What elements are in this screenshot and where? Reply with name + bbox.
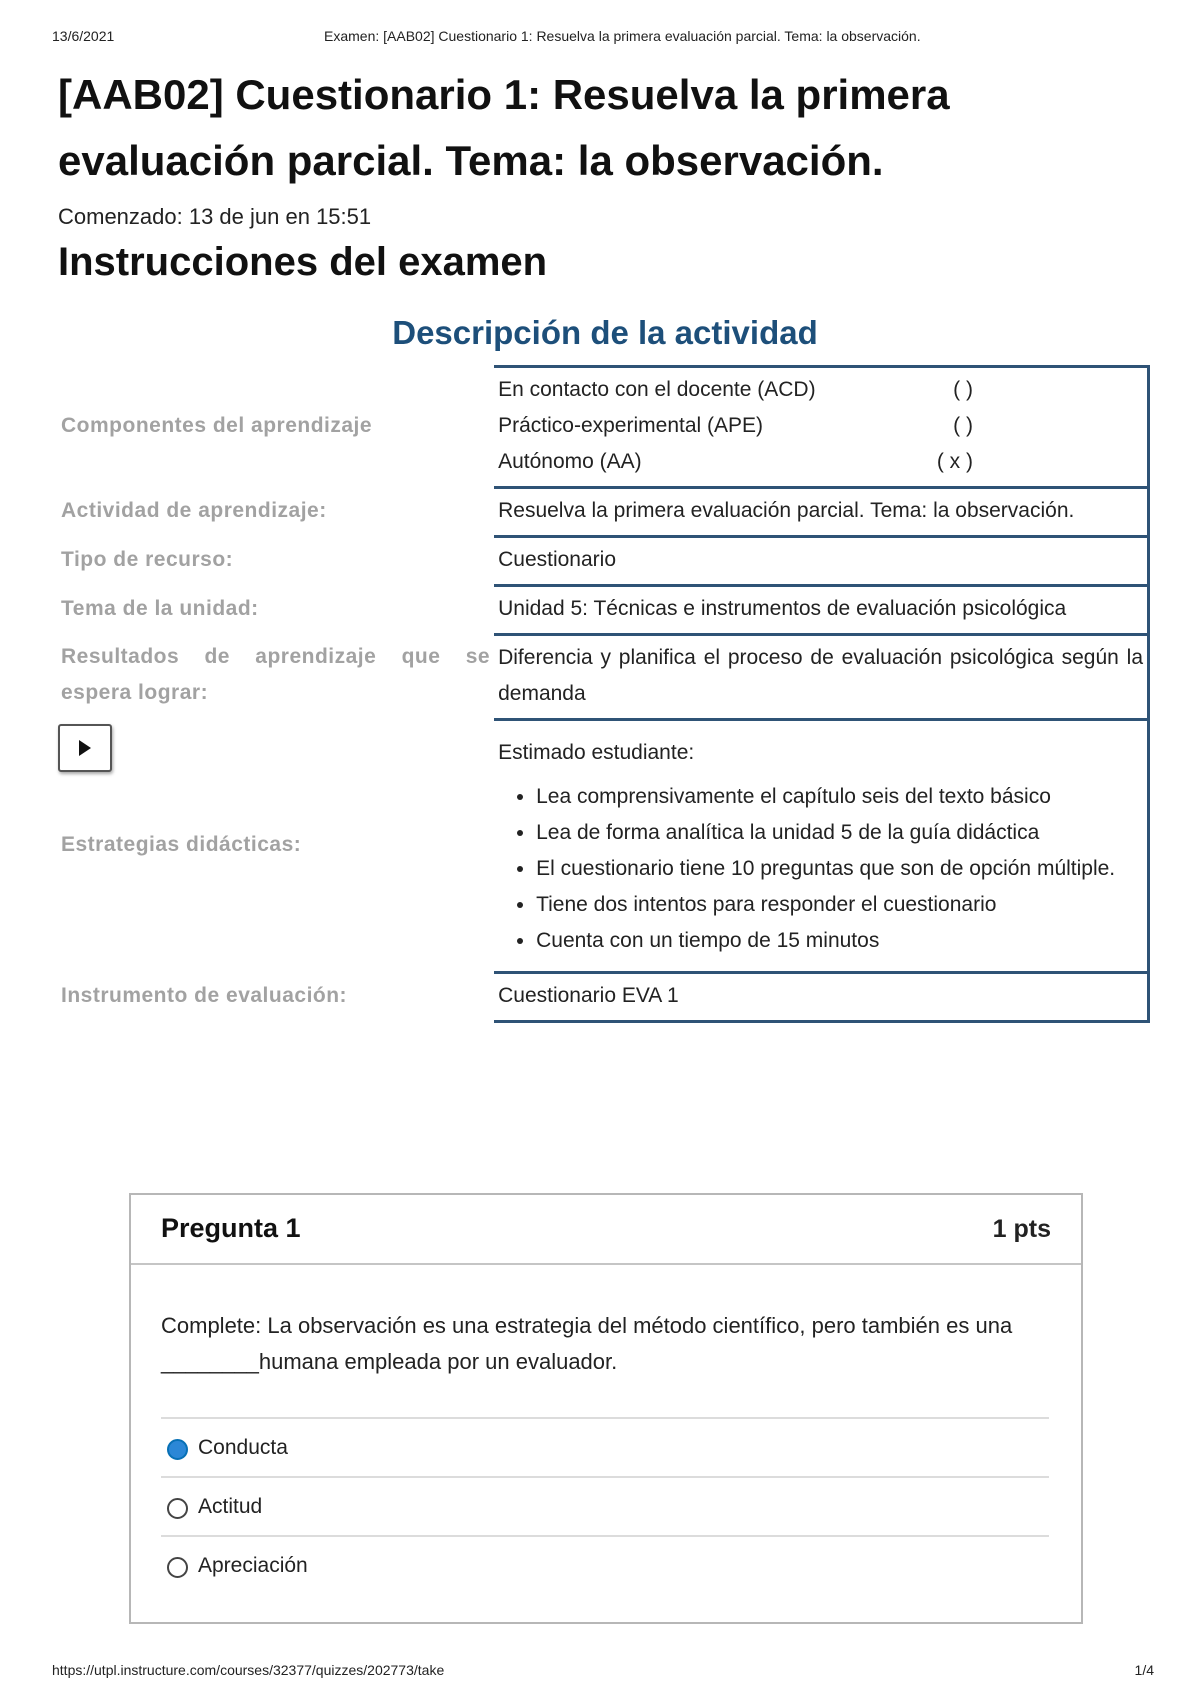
table-row xyxy=(58,367,1149,488)
print-url: https://utpl.instructure.com/courses/32377/quizzes/202773/take xyxy=(52,1662,445,1678)
play-button[interactable] xyxy=(58,724,112,772)
table-row xyxy=(58,537,1149,586)
component-mark: ( x ) xyxy=(936,450,973,473)
component-mark: ( ) xyxy=(953,378,973,401)
list-item: • Tiene dos intentos para responder el cuestionario xyxy=(536,887,1143,923)
table-row xyxy=(58,973,1149,1022)
tipo-recurso-label: Tipo de recurso: xyxy=(61,548,234,571)
estrategias-list xyxy=(498,779,1143,959)
print-page-title: Examen: [AAB02] Cuestionario 1: Resuelva la primera evaluación parcial. Tema: la observación. xyxy=(324,28,921,44)
question-header xyxy=(131,1195,1081,1265)
component-item xyxy=(498,408,1143,444)
activity-description-title: Descripción de la actividad xyxy=(392,314,818,351)
table-row xyxy=(58,586,1149,635)
list-item: • El cuestionario tiene 10 preguntas que son de opción múltiple. xyxy=(536,851,1143,887)
estrategias-value xyxy=(494,720,1148,973)
table-row xyxy=(58,720,1149,973)
estrategias-label-cell xyxy=(58,720,494,973)
component-name: Autónomo (AA) xyxy=(498,450,642,473)
question-title: Pregunta 1 xyxy=(161,1213,301,1243)
list-item: • Lea comprensivamente el capítulo seis del texto básico xyxy=(536,779,1143,815)
print-date: 13/6/2021 xyxy=(52,28,115,44)
instrumento-value: Cuestionario EVA 1 xyxy=(494,973,1148,1022)
component-name: Práctico-experimental (APE) xyxy=(498,414,764,437)
instrumento-label: Instrumento de evaluación: xyxy=(61,984,348,1007)
answer-list xyxy=(161,1417,1049,1594)
radio-checked-icon[interactable] xyxy=(167,1439,188,1460)
question-points: 1 pts xyxy=(992,1215,1051,1243)
question-text: Complete: La observación es una estrategia del método científico, pero también es una ________humana empleada por un evaluador. xyxy=(161,1313,1013,1374)
resultados-value: Diferencia y planifica el proceso de evaluación psicológica según la demanda xyxy=(494,635,1148,720)
actividad-value: Resuelva la primera evaluación parcial. Tema: la observación. xyxy=(494,488,1148,537)
component-name: En contacto con el docente (ACD) xyxy=(498,378,816,401)
list-item: • Lea de forma analítica la unidad 5 de la guía didáctica xyxy=(536,815,1143,851)
resultados-label: Resultados de aprendizaje que se espera lograr: xyxy=(61,644,491,704)
answer-label: Conducta xyxy=(198,1435,288,1459)
table-row xyxy=(58,635,1149,720)
radio-icon[interactable] xyxy=(167,1498,188,1519)
radio-icon[interactable] xyxy=(167,1557,188,1578)
answer-option[interactable] xyxy=(161,1476,1049,1535)
estrategias-label: Estrategias didácticas: xyxy=(61,833,302,856)
answer-option[interactable] xyxy=(161,1535,1049,1594)
componentes-label: Componentes del aprendizaje xyxy=(61,414,373,437)
actividad-label: Actividad de aprendizaje: xyxy=(61,499,327,522)
page-title: [AAB02] Cuestionario 1: Resuelva la primera evaluación parcial. Tema: la observación. xyxy=(58,71,950,184)
print-page-number: 1/4 xyxy=(1134,1662,1154,1678)
activity-description-table xyxy=(58,365,1150,1023)
estrategias-intro: Estimado estudiante: xyxy=(498,741,695,764)
list-item: • Cuenta con un tiempo de 15 minutos xyxy=(536,923,1143,959)
tema-unidad-value: Unidad 5: Técnicas e instrumentos de evaluación psicológica xyxy=(494,586,1148,635)
componentes-value xyxy=(494,367,1148,488)
play-icon xyxy=(79,740,91,756)
answer-label: Apreciación xyxy=(198,1553,308,1577)
tipo-recurso-value: Cuestionario xyxy=(494,537,1148,586)
answer-label: Actitud xyxy=(198,1494,263,1518)
component-mark: ( ) xyxy=(953,414,973,437)
answer-option[interactable] xyxy=(161,1417,1049,1476)
table-row xyxy=(58,488,1149,537)
question-card xyxy=(129,1193,1083,1624)
instructions-title: Instrucciones del examen xyxy=(58,240,548,284)
component-item xyxy=(498,444,1143,480)
component-item xyxy=(498,372,1143,408)
started-timestamp: Comenzado: 13 de jun en 15:51 xyxy=(58,204,372,229)
tema-unidad-label: Tema de la unidad: xyxy=(61,597,259,620)
